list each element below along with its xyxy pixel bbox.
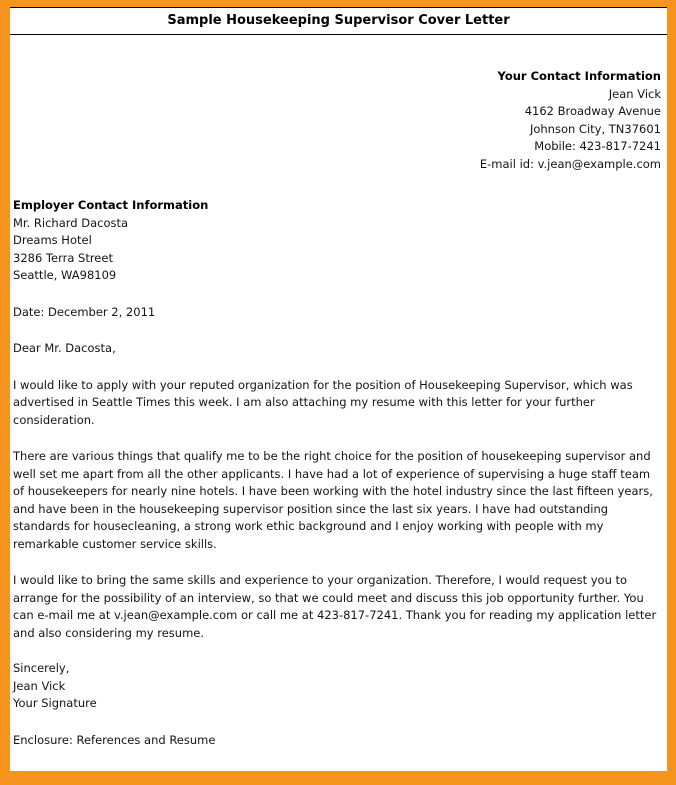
sender-mobile: Mobile: 423-817-7241	[534, 139, 661, 153]
sender-city: Johnson City, TN37601	[529, 121, 661, 136]
letter-body	[10, 68, 667, 749]
paragraph-3: I would like to bring the same skills and experience to your organization. Therefore, I would request you to arrange for the possibility of an interview, so that we could meet and discuss this job opportunity further. You can e-mail me at v.jean@example.com or call me at 423-817-7241. Thank you for reading my application letter and also considering my resume.	[13, 573, 657, 640]
employer-street: 3286 Terra Street	[13, 250, 113, 265]
date-line: Date: December 2, 2011	[13, 304, 156, 319]
employer-name: Mr. Richard Dacosta	[13, 215, 129, 230]
closing: Sincerely,	[13, 661, 70, 675]
employer-contact-block	[13, 197, 661, 285]
employer-company: Dreams Hotel	[13, 233, 92, 247]
sender-contact-block	[13, 68, 661, 173]
signature-name: Jean Vick	[13, 678, 66, 693]
sender-heading: Your Contact Information	[497, 69, 661, 83]
document-header	[10, 7, 667, 35]
document	[10, 7, 667, 771]
paragraph-1: I would like to apply with your reputed organization for the position of Housekeeping Supervisor, which was advertised in Seattle Times this week. I am also attaching my resume with this letter for your further consideration.	[13, 377, 633, 427]
salutation: Dear Mr. Dacosta,	[13, 341, 116, 355]
employer-heading: Employer Contact Information	[13, 198, 209, 212]
closing-block	[13, 660, 661, 713]
page-title: Sample Housekeeping Supervisor Cover Letter	[167, 13, 510, 28]
sender-name: Jean Vick	[608, 86, 661, 101]
sender-street: 4162 Broadway Avenue	[524, 104, 661, 118]
employer-city: Seattle, WA98109	[13, 268, 117, 282]
sender-email: E-mail id: v.jean@example.com	[479, 156, 661, 171]
enclosure-line: Enclosure: References and Resume	[13, 732, 216, 747]
signature-label: Your Signature	[13, 696, 97, 710]
paragraph-2: There are various things that qualify me to be the right choice for the position of housekeeping supervisor and well set me apart from all the other applicants. I have had a lot of experience of supervising a huge staff team of housekeepers for nearly nine hotels. I have been working with the hotel industry since the last fifteen years, and have been in the housekeeping supervisor position since the last six years. I have had outstanding standards for housecleaning, a strong work ethic background and I enjoy working with people with my remarkable customer service skills.	[13, 449, 653, 551]
